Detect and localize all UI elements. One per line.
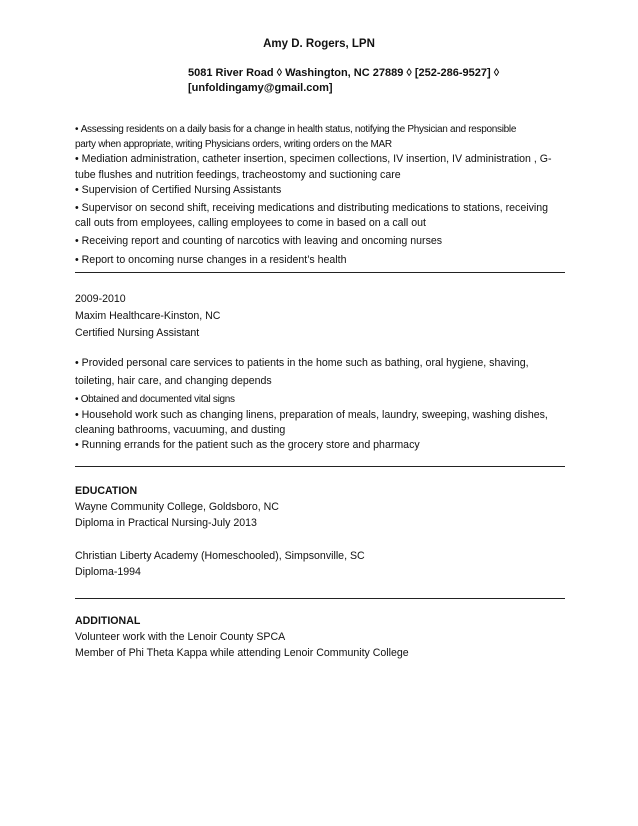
- duty-item-cont: party when appropriate, writing Physicians orders, writing orders on the MAR: [75, 139, 392, 151]
- section-divider: [75, 466, 565, 467]
- job1-duties: [75, 122, 565, 268]
- additional-heading: ADDITIONAL: [75, 615, 141, 627]
- contact-info: [188, 66, 518, 96]
- applicant-name: Amy D. Rogers, LPN: [263, 38, 375, 50]
- duty-item: • Receiving report and counting of narcotics with leaving and oncoming nurses: [75, 234, 565, 249]
- education-heading: EDUCATION: [75, 485, 138, 497]
- duty-item: • Supervision of Certified Nursing Assistants: [75, 183, 565, 198]
- education-degree: Diploma-1994: [75, 565, 141, 578]
- job-title: Certified Nursing Assistant: [75, 327, 200, 340]
- additional-item: Member of Phi Theta Kappa while attending Lenoir Community College: [75, 647, 409, 660]
- job2-duties: [75, 356, 565, 453]
- duty-item-cont: toileting, hair care, and changing depends: [75, 375, 272, 388]
- job-employer: Maxim Healthcare-Kinston, NC: [75, 310, 221, 323]
- education-section: [75, 484, 565, 580]
- duty-item-cont: tube flushes and nutrition feedings, tracheostomy and suctioning care: [75, 168, 401, 181]
- education-school: Wayne Community College, Goldsboro, NC: [75, 501, 279, 514]
- contact-address-phone: 5081 River Road ◊ Washington, NC 27889 ◊ [252-286-9527] ◊: [188, 67, 500, 79]
- duty-item: • Report to oncoming nurse changes in a resident’s health: [75, 253, 565, 268]
- section-divider: [75, 598, 565, 599]
- contact-email: [unfoldingamy@gmail.com]: [188, 82, 333, 94]
- education-school: Christian Liberty Academy (Homeschooled), Simpsonville, SC: [75, 549, 365, 562]
- duty-item: • Assessing residents on a daily basis for a change in health status, notifying the Physician and responsible: [75, 122, 565, 137]
- additional-section: [75, 614, 565, 662]
- duty-item: • Household work such as changing linens, preparation of meals, laundry, sweeping, washing dishes,: [75, 408, 565, 423]
- duty-item: • Running errands for the patient such as the grocery store and pharmacy: [75, 438, 565, 453]
- job2-header: [75, 292, 565, 342]
- duty-item: • Obtained and documented vital signs: [75, 392, 565, 407]
- duty-item: • Mediation administration, catheter insertion, specimen collections, IV insertion, IV administration , G-: [75, 152, 565, 167]
- duty-item: • Supervisor on second shift, receiving medications and distributing medications to stations, receiving: [75, 201, 565, 216]
- duty-item-cont: cleaning bathrooms, vacuuming, and dusting: [75, 423, 286, 436]
- duty-item: • Provided personal care services to patients in the home such as bathing, oral hygiene, shaving,: [75, 356, 565, 371]
- job-dates: 2009-2010: [75, 293, 126, 305]
- duty-item-cont: call outs from employees, calling employees to come in based on a call out: [75, 217, 426, 230]
- section-divider: [75, 272, 565, 273]
- education-degree: Diploma in Practical Nursing-July 2013: [75, 517, 257, 530]
- additional-item: Volunteer work with the Lenoir County SPCA: [75, 631, 286, 644]
